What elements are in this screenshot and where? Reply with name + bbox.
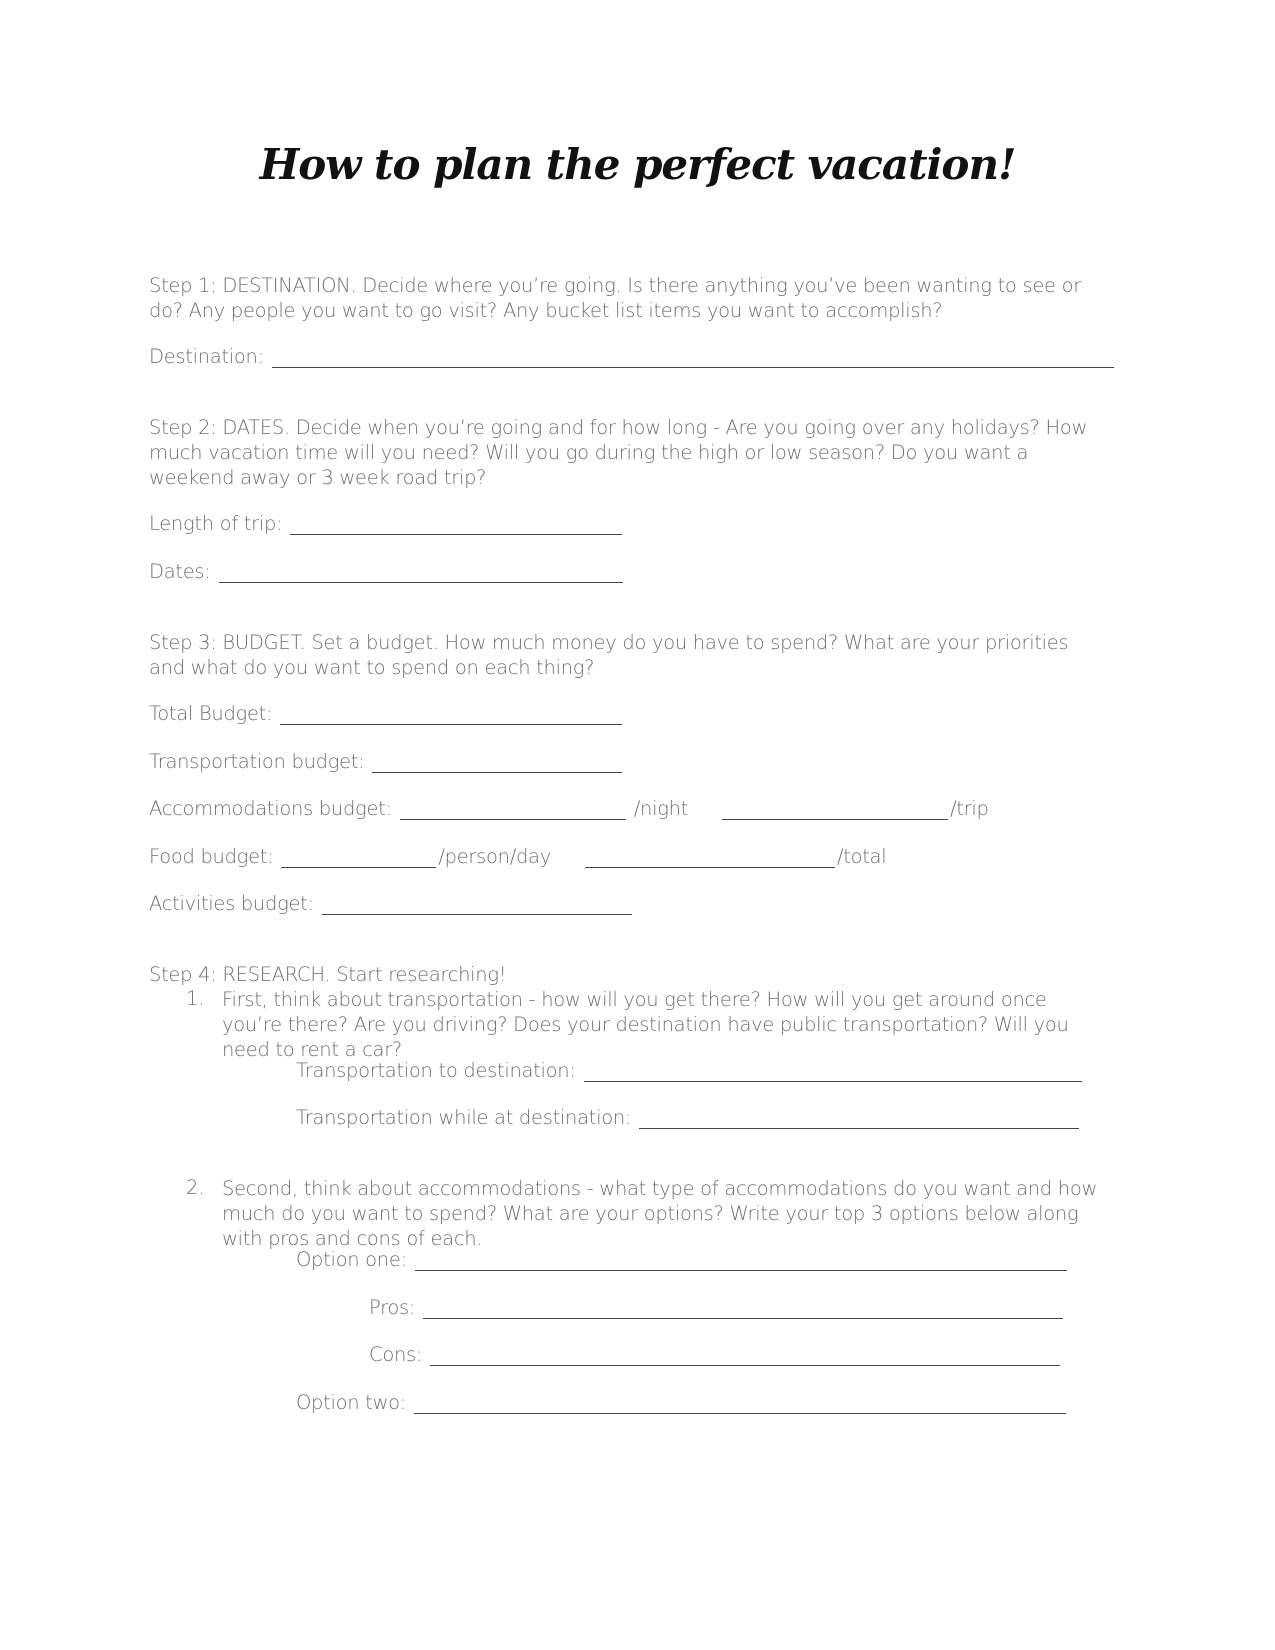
- food-total-input-line[interactable]: [585, 849, 835, 868]
- activities-budget-input-line[interactable]: [322, 896, 632, 915]
- transport-to-input-line[interactable]: [584, 1063, 1082, 1082]
- item1-text: First, think about transportation - how will you get there? How will you get around once you’re there? Are you driving? Does your destination have public transportation? Will you need to rent a car?: [222, 988, 1069, 1061]
- cons-field: [369, 1343, 1060, 1366]
- length-label: Length of trip:: [149, 512, 283, 535]
- accom-trip-input-line[interactable]: [722, 801, 948, 820]
- food-day-input-line[interactable]: [281, 849, 436, 868]
- dates-label: Dates:: [149, 560, 211, 583]
- transport-at-label: Transportation while at destination:: [296, 1106, 632, 1129]
- option-one-label: Option one:: [296, 1248, 407, 1271]
- food-budget-label: Food budget:: [149, 845, 274, 868]
- accom-budget-field: [149, 797, 989, 820]
- total-budget-field: [149, 702, 622, 725]
- item2-text: Second, think about accommodations - what type of accommodations do you want and how much do you want to spend? What are your options? Write your top 3 options below along with pros and cons of each.: [222, 1177, 1098, 1250]
- dates-field: [149, 560, 623, 583]
- food-budget-field: [149, 845, 886, 868]
- cons-input-line[interactable]: [430, 1347, 1060, 1366]
- length-input-line[interactable]: [290, 516, 622, 535]
- transport-to-field: [296, 1059, 1082, 1082]
- step4-heading: Step 4: RESEARCH. Start researching!: [149, 963, 507, 986]
- pros-label: Pros:: [369, 1296, 416, 1319]
- destination-label: Destination:: [149, 345, 264, 368]
- total-budget-input-line[interactable]: [280, 706, 622, 725]
- page-title: How to plan the perfect vacation!: [259, 140, 1016, 189]
- total-budget-label: Total Budget:: [149, 702, 273, 725]
- step1-text: Step 1: DESTINATION. Decide where you’re going. Is there anything you’ve been wanting to see or do? Any people you want to go visit? Any bucket list items you want to accomplish?: [149, 274, 1081, 322]
- accom-trip-suffix: /trip: [950, 797, 989, 820]
- cons-label: Cons:: [369, 1343, 423, 1366]
- dates-input-line[interactable]: [219, 564, 623, 583]
- food-total-suffix: /total: [836, 845, 887, 868]
- option-one-input-line[interactable]: [415, 1252, 1067, 1271]
- accom-night-input-line[interactable]: [400, 801, 626, 820]
- option-one-field: [296, 1248, 1067, 1271]
- option-two-input-line[interactable]: [414, 1395, 1066, 1414]
- transport-to-label: Transportation to destination:: [296, 1059, 576, 1082]
- transport-at-input-line[interactable]: [639, 1110, 1079, 1129]
- food-day-suffix: /person/day: [438, 845, 551, 868]
- activities-budget-label: Activities budget:: [149, 892, 314, 915]
- transport-budget-input-line[interactable]: [372, 754, 622, 773]
- destination-field: [149, 345, 1114, 368]
- destination-input-line[interactable]: [272, 349, 1114, 368]
- activities-budget-field: [149, 892, 632, 915]
- pros-input-line[interactable]: [423, 1300, 1063, 1319]
- transport-budget-field: [149, 750, 622, 773]
- option-two-label: Option two:: [296, 1391, 407, 1414]
- option-two-field: [296, 1391, 1066, 1414]
- item1-number: 1.: [186, 987, 205, 1010]
- pros-field: [369, 1296, 1063, 1319]
- transport-budget-label: Transportation budget:: [149, 750, 365, 773]
- item2-number: 2.: [186, 1176, 205, 1199]
- step2-text: Step 2: DATES. Decide when you’re going and for how long - Are you going over any holidays? How much vacation time will you need? Will you go during the high or low season? Do you want a weekend away or 3 week road trip?: [149, 416, 1088, 489]
- accom-night-suffix: /night: [633, 797, 689, 820]
- accom-budget-label: Accommodations budget:: [149, 797, 392, 820]
- step3-text: Step 3: BUDGET. Set a budget. How much money do you have to spend? What are your priorities and what do you want to spend on each thing?: [149, 631, 1069, 679]
- transport-at-field: [296, 1106, 1079, 1129]
- length-field: [149, 512, 622, 535]
